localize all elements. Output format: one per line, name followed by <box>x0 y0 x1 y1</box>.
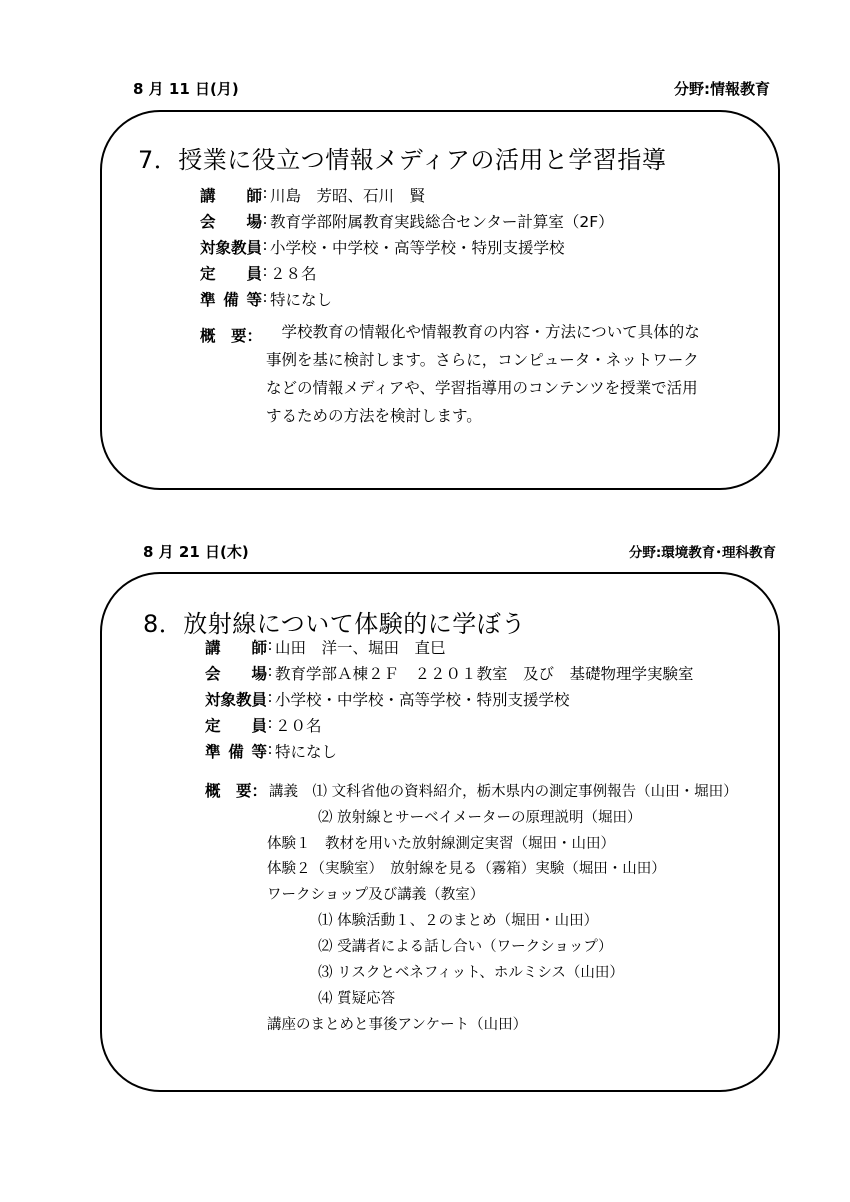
venue-value: 教育学部附属教育実践総合センター計算室（2F） <box>270 213 614 231</box>
schedule-line: 講座のまとめと事後アンケート（山田） <box>267 1017 528 1033</box>
prep-value: 特になし <box>275 743 338 761</box>
session-title: 7．授業に役立つ情報メディアの活用と学習指導 <box>138 146 667 174</box>
capacity-row: 定員 : ２０名 <box>205 714 322 735</box>
summary-text <box>266 318 756 430</box>
schedule-line: 体験２（実験室） 放射線を見る（霧箱）実験（堀田・山田） <box>267 861 666 877</box>
capacity-label: 定員 <box>200 265 262 283</box>
target-value: 小学校・中学校・高等学校・特別支援学校 <box>275 691 570 709</box>
session-title: 8．放射線について体験的に学ぼう <box>143 610 526 638</box>
prep-value: 特になし <box>270 291 333 309</box>
venue-label: 会場 <box>200 213 262 231</box>
summary-line: などの情報メディアや、学習指導用のコンテンツを授業で活用 <box>266 379 698 397</box>
session-date: 8 月 21 日(木) <box>143 543 249 561</box>
session-field: 分野:環境教育･理科教育 <box>628 545 776 561</box>
target-row: 対象教員 : 小学校・中学校・高等学校・特別支援学校 <box>200 236 565 257</box>
session-field: 分野:情報教育 <box>674 80 770 98</box>
lecturer-row: 講師 : 山田 洋一、堀田 直巳 <box>205 636 446 657</box>
schedule-line: ⑵ 放射線とサーベイメーターの原理説明（堀田） <box>318 810 642 826</box>
capacity-label: 定員 <box>205 717 267 735</box>
schedule-line: ⑵ 受講者による話し合い（ワークショップ） <box>318 939 613 955</box>
target-row: 対象教員 : 小学校・中学校・高等学校・特別支援学校 <box>205 688 570 709</box>
prep-row: 準備等 : 特になし <box>200 288 333 309</box>
summary-line: 事例を基に検討します。さらに，コンピュータ・ネットワーク <box>266 351 699 369</box>
lecturer-value: 山田 洋一、堀田 直巳 <box>275 639 446 657</box>
schedule-line: 体験１ 教材を用いた放射線測定実習（堀田・山田） <box>267 836 615 852</box>
prep-label: 準備等 <box>205 743 267 761</box>
schedule-line: ワークショップ及び講義（教室） <box>267 887 485 903</box>
target-label: 対象教員 <box>200 239 263 257</box>
venue-value: 教育学部Ａ棟２Ｆ ２２０１教室 及び 基礎物理学実験室 <box>275 665 694 683</box>
summary-label: 概 要： <box>205 782 268 800</box>
prep-row: 準備等 : 特になし <box>205 740 338 761</box>
lecturer-row: 講師 : 川島 芳昭、石川 賢 <box>200 184 426 205</box>
summary-label: 概 要： <box>200 327 263 345</box>
target-label: 対象教員 <box>205 691 268 709</box>
capacity-value: ２８名 <box>270 265 317 283</box>
schedule-line: 講義 ⑴ 文科省他の資料紹介，栃木県内の測定事例報告（山田・堀田） <box>269 784 738 800</box>
session-date: 8 月 11 日(月) <box>133 80 239 98</box>
summary-line: 学校教育の情報化や情報教育の内容・方法について具体的な <box>266 323 700 341</box>
venue-row: 会場 : 教育学部附属教育実践総合センター計算室（2F） <box>200 210 614 231</box>
capacity-value: ２０名 <box>275 717 322 735</box>
schedule-line: ⑶ リスクとベネフィット、ホルミシス（山田） <box>318 965 624 981</box>
summary-line: するための方法を検討します。 <box>266 407 482 425</box>
schedule-line: ⑷ 質疑応答 <box>318 991 396 1007</box>
lecturer-value: 川島 芳昭、石川 賢 <box>270 187 426 205</box>
prep-label: 準備等 <box>200 291 262 309</box>
lecturer-label: 講師 <box>200 187 262 205</box>
capacity-row: 定員 : ２８名 <box>200 262 317 283</box>
venue-row: 会場 : 教育学部Ａ棟２Ｆ ２２０１教室 及び 基礎物理学実験室 <box>205 662 694 683</box>
lecturer-label: 講師 <box>205 639 267 657</box>
target-value: 小学校・中学校・高等学校・特別支援学校 <box>270 239 565 257</box>
venue-label: 会場 <box>205 665 267 683</box>
schedule-line: ⑴ 体験活動１、２のまとめ（堀田・山田） <box>318 913 599 929</box>
